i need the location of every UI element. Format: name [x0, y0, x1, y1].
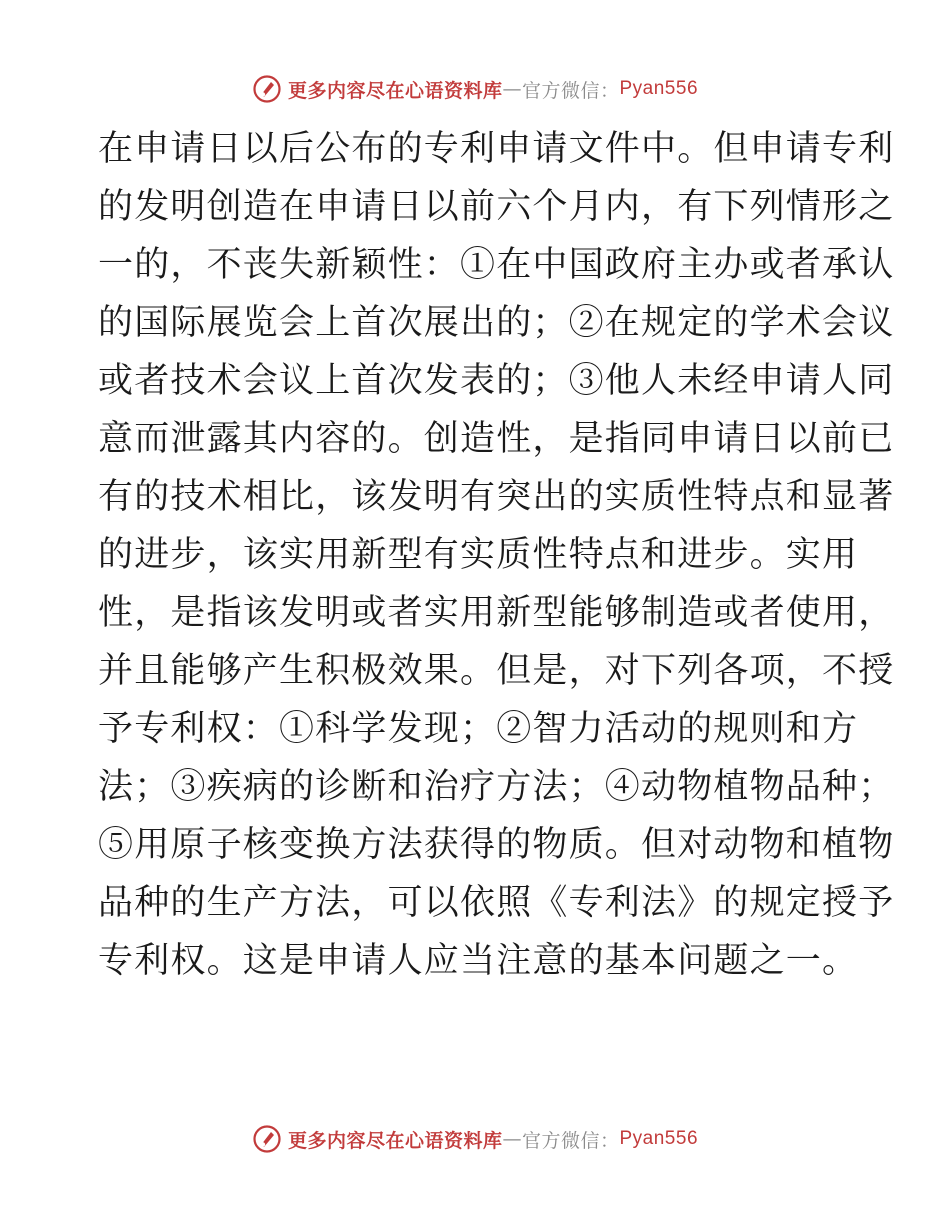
footer-dash: — — [502, 1128, 522, 1150]
pen-nib-logo-icon — [252, 1124, 282, 1154]
body-line: 的国际展览会上首次展出的；②在规定的学术会议 — [98, 303, 895, 343]
body-line: 予专利权：①科学发现；②智力活动的规则和方 — [98, 709, 859, 749]
footer-title: 更多内容尽在心语资料库 — [287, 1129, 503, 1152]
header-wechat-id: Pyan556 — [619, 78, 699, 99]
body-line: 的进步，该实用新型有实质性特点和进步。实用 — [98, 535, 859, 575]
body-line: 意而泄露其内容的。创造性，是指同申请日以前已 — [98, 419, 895, 459]
header-wechat-label: 官方微信： — [521, 79, 620, 102]
footer-wechat-id: Pyan556 — [619, 1128, 699, 1149]
pen-nib-logo-icon — [252, 74, 282, 104]
body-line: 一的，不丧失新颖性：①在中国政府主办或者承认 — [98, 245, 895, 285]
body-line: 品种的生产方法，可以依照《专利法》的规定授予 — [98, 883, 895, 923]
body-line: 在申请日以后公布的专利申请文件中。但申请专利 — [98, 129, 895, 169]
header-dash: — — [502, 78, 522, 100]
body-line: 专利权。这是申请人应当注意的基本问题之一。 — [98, 941, 859, 981]
body-line: 的发明创造在申请日以前六个月内，有下列情形之 — [98, 187, 895, 227]
body-line: 法；③疾病的诊断和治疗方法；④动物植物品种； — [98, 767, 895, 807]
document-body — [98, 120, 895, 990]
body-line: 性，是指该发明或者实用新型能够制造或者使用， — [98, 593, 895, 633]
body-line: ⑤用原子核变换方法获得的物质。但对动物和植物 — [98, 825, 895, 865]
footer-banner — [0, 1124, 950, 1154]
header-banner — [0, 74, 950, 104]
body-line: 有的技术相比，该发明有突出的实质性特点和显著 — [98, 477, 895, 517]
footer-wechat-label: 官方微信： — [521, 1129, 620, 1152]
header-title: 更多内容尽在心语资料库 — [287, 79, 503, 102]
body-line: 或者技术会议上首次发表的；③他人未经申请人同 — [98, 361, 895, 401]
body-line: 并且能够产生积极效果。但是，对下列各项，不授 — [98, 651, 895, 691]
